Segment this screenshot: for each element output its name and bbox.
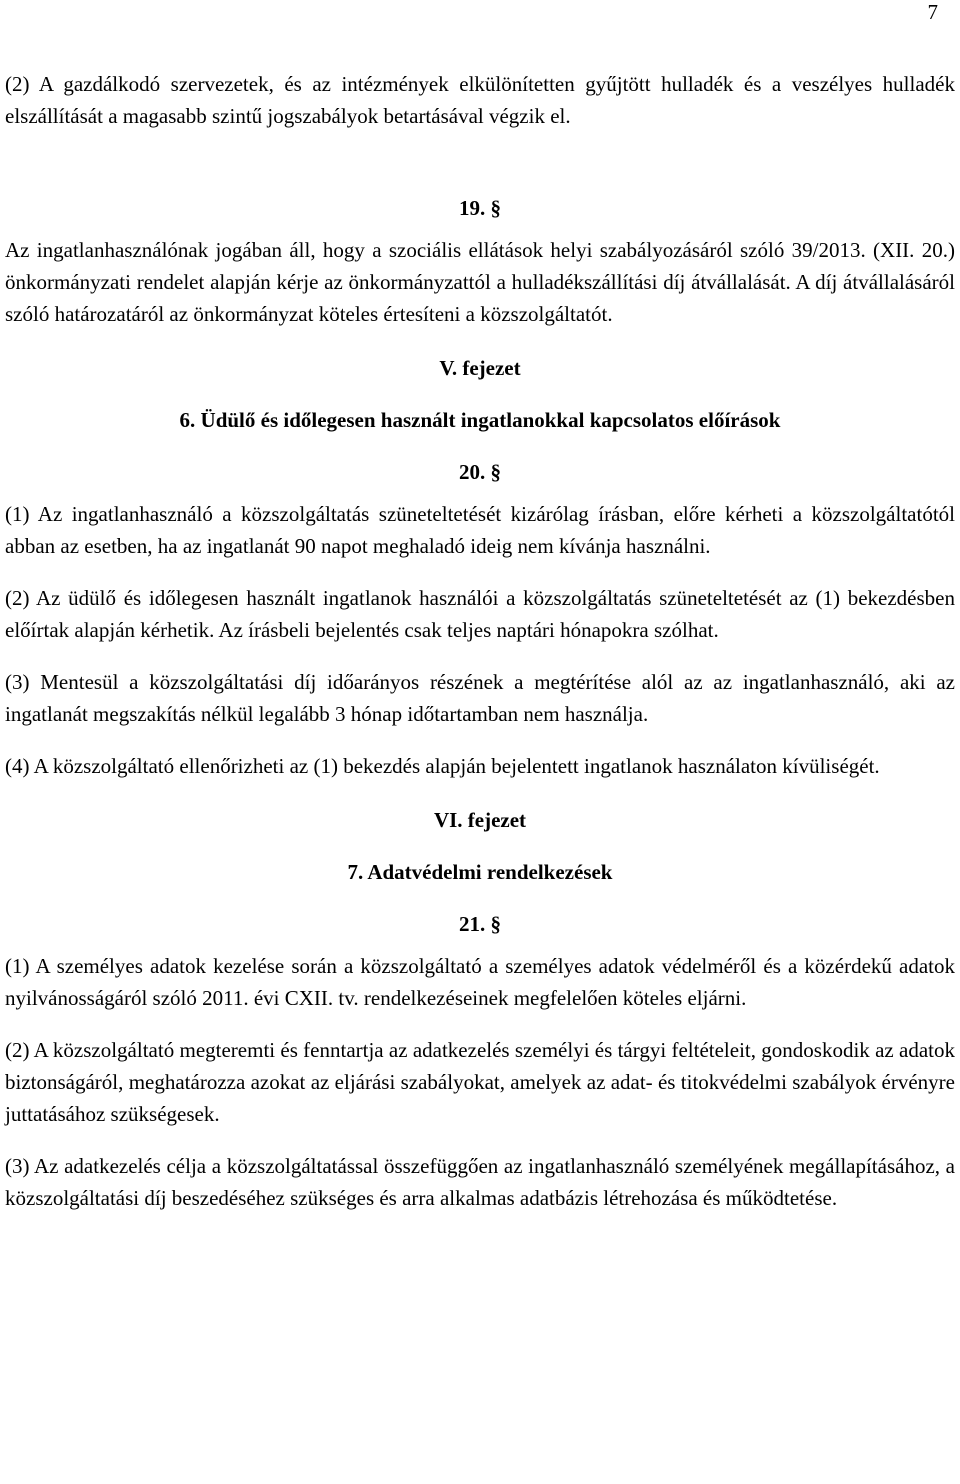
paragraph-20-1: (1) Az ingatlanhasználó a közszolgáltatás szüneteltetését kizárólag írásban, előre kérheti a közszolgáltatótól abban az esetben, ha az ingatlanát 90 napot meghaladó ideig nem kívánja használni.	[5, 502, 955, 558]
paragraph-21-1: (1) A személyes adatok kezelése során a közszolgáltató a személyes adatok védelméről és a közérdekű adatok nyilvánosságáról szóló 2011. évi CXII. tv. rendelkezéseinek megfelelően köteles eljárni.	[5, 954, 955, 1010]
title-6-heading: 6. Üdülő és időlegesen használt ingatlanokkal kapcsolatos előírások	[179, 408, 781, 432]
title-7-heading: 7. Adatvédelmi rendelkezések	[347, 860, 613, 884]
page-number: 7	[927, 0, 938, 24]
section-19-heading: 19. §	[459, 196, 501, 220]
paragraph-20-3: (3) Mentesül a közszolgáltatási díj időarányos részének a megtérítése alól az az ingatlanhasználó, aki az ingatlanát megszakítás nélkül legalább 3 hónap időtartamban nem használja.	[5, 670, 955, 726]
paragraph-20-4: (4) A közszolgáltató ellenőrizheti az (1) bekezdés alapján bejelentett ingatlanok használaton kívüliségét.	[5, 754, 880, 778]
document-body	[5, 68, 955, 1214]
paragraph-19: Az ingatlanhasználónak jogában áll, hogy a szociális ellátások helyi szabályozásáról szóló 39/2013. (XII. 20.) önkormányzati rendelet alapján kérje az önkormányzattól a hulladékszállítási díj átvállalását. A díj átvállalásáról szóló határozatáról az önkormányzat köteles értesíteni a közszolgáltatót.	[5, 238, 955, 326]
chapter-5-heading: V. fejezet	[439, 356, 521, 380]
section-21-heading: 21. §	[459, 912, 501, 936]
chapter-6-heading: VI. fejezet	[433, 808, 527, 832]
paragraph-21-2: (2) A közszolgáltató megteremti és fenntartja az adatkezelés személyi és tárgyi feltételeit, gondoskodik az adatok biztonságáról, meghatározza azokat az eljárási szabályokat, amelyek az adat- és titokvédelmi szabályok érvényre juttatásához szükségesek.	[5, 1038, 955, 1126]
paragraph-20-2: (2) Az üdülő és időlegesen használt ingatlanok használói a közszolgáltatás szüneteltetését az (1) bekezdésben előírtak alapján kérhetik. Az írásbeli bejelentés csak teljes naptári hónapokra szólhat.	[5, 586, 955, 642]
section-20-heading: 20. §	[459, 460, 501, 484]
paragraph-21-3: (3) Az adatkezelés célja a közszolgáltatással összefüggően az ingatlanhasználó személyének megállapításához, a közszolgáltatási díj beszedéséhez szükséges és arra alkalmas adatbázis létrehozása és működtetése.	[5, 1154, 955, 1210]
paragraph-18-2: (2) A gazdálkodó szervezetek, és az intézmények elkülönítetten gyűjtött hulladék és a veszélyes hulladék elszállítását a magasabb szintű jogszabályok betartásával végzik el.	[5, 72, 955, 128]
